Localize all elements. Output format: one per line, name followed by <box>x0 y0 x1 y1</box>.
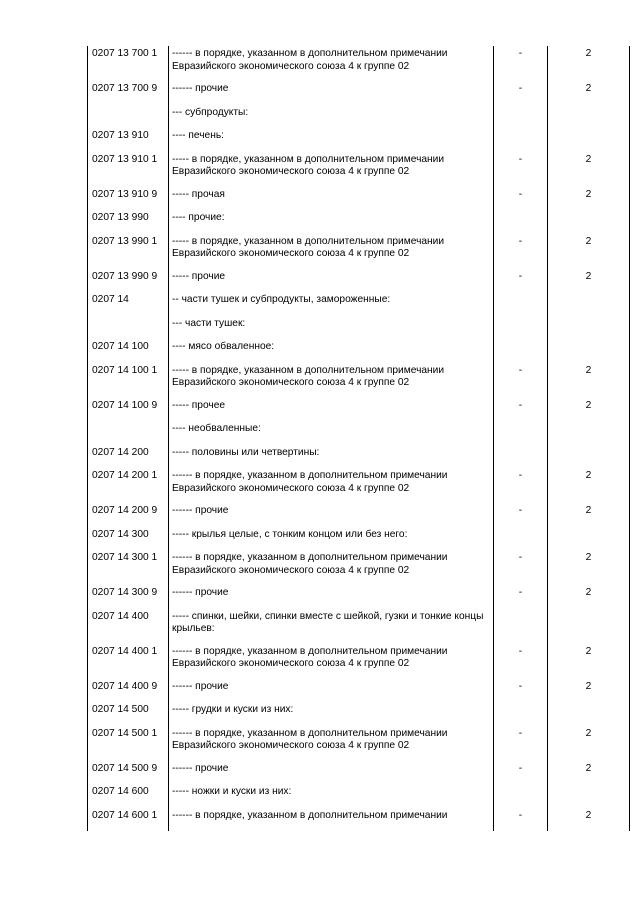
table-row <box>88 421 630 445</box>
duty-rate-cell: 2 <box>548 644 630 679</box>
description-cell: ----- в порядке, указанном в дополнительном примечании Евразийского экономического союза 4 к группе 02 <box>169 152 494 187</box>
duty-rate-cell: 2 <box>548 550 630 585</box>
code-cell <box>88 105 169 129</box>
description-cell: -- части тушек и субпродукты, замороженные: <box>169 292 494 316</box>
table-row <box>88 726 630 761</box>
duty-rate-cell: 2 <box>548 269 630 293</box>
description-cell: ----- спинки, шейки, спинки вместе с шейкой, гузки и тонкие концы крыльев: <box>169 609 494 644</box>
table-row <box>88 105 630 129</box>
code-cell: 0207 14 100 <box>88 339 169 363</box>
table-row <box>88 761 630 785</box>
description-cell: ------ в порядке, указанном в дополнительном примечании Евразийского экономического союза 4 к группе 02 <box>169 550 494 585</box>
description-cell: ------ в порядке, указанном в дополнительном примечании Евразийского экономического союза 4 к группе 02 <box>169 726 494 761</box>
table-row <box>88 679 630 703</box>
duty-rate-cell: 2 <box>548 468 630 503</box>
code-cell: 0207 14 300 <box>88 527 169 551</box>
table-row <box>88 702 630 726</box>
description-cell: ----- крылья целые, с тонким концом или без него: <box>169 527 494 551</box>
unit-cell: - <box>494 550 548 585</box>
unit-cell: - <box>494 234 548 269</box>
description-cell: ----- ножки и куски из них: <box>169 784 494 808</box>
unit-cell: - <box>494 585 548 609</box>
code-cell: 0207 13 910 9 <box>88 187 169 211</box>
code-cell: 0207 13 990 <box>88 210 169 234</box>
table-row <box>88 503 630 527</box>
duty-rate-cell: 2 <box>548 726 630 761</box>
description-cell: ----- половины или четвертины: <box>169 445 494 469</box>
duty-rate-cell <box>548 316 630 340</box>
code-cell: 0207 14 400 <box>88 609 169 644</box>
duty-rate-cell <box>548 784 630 808</box>
duty-rate-cell <box>548 105 630 129</box>
table-row <box>88 550 630 585</box>
description-cell: ----- в порядке, указанном в дополнительном примечании Евразийского экономического союза 4 к группе 02 <box>169 234 494 269</box>
code-cell: 0207 13 990 1 <box>88 234 169 269</box>
duty-rate-cell: 2 <box>548 585 630 609</box>
unit-cell <box>494 128 548 152</box>
unit-cell: - <box>494 363 548 398</box>
table-row <box>88 81 630 105</box>
code-cell: 0207 14 200 1 <box>88 468 169 503</box>
duty-rate-cell <box>548 445 630 469</box>
code-cell: 0207 14 200 9 <box>88 503 169 527</box>
description-cell: ------ прочие <box>169 679 494 703</box>
duty-rate-cell <box>548 292 630 316</box>
unit-cell: - <box>494 468 548 503</box>
unit-cell: - <box>494 187 548 211</box>
tariff-table <box>87 46 630 831</box>
description-cell: ------ в порядке, указанном в дополнительном примечании Евразийского экономического союза 4 к группе 02 <box>169 468 494 503</box>
table-row <box>88 128 630 152</box>
code-cell: 0207 13 700 1 <box>88 46 169 81</box>
code-cell: 0207 14 100 1 <box>88 363 169 398</box>
description-cell: --- субпродукты: <box>169 105 494 129</box>
unit-cell <box>494 210 548 234</box>
description-cell: ----- в порядке, указанном в дополнительном примечании Евразийского экономического союза 4 к группе 02 <box>169 363 494 398</box>
code-cell: 0207 13 700 9 <box>88 81 169 105</box>
code-cell: 0207 14 300 1 <box>88 550 169 585</box>
duty-rate-cell: 2 <box>548 152 630 187</box>
code-cell: 0207 14 <box>88 292 169 316</box>
description-cell: ----- прочая <box>169 187 494 211</box>
table-row <box>88 644 630 679</box>
duty-rate-cell: 2 <box>548 761 630 785</box>
unit-cell: - <box>494 761 548 785</box>
description-cell: ------ прочие <box>169 585 494 609</box>
code-cell: 0207 14 100 9 <box>88 398 169 422</box>
unit-cell: - <box>494 679 548 703</box>
duty-rate-cell: 2 <box>548 363 630 398</box>
description-cell: ------ в порядке, указанном в дополнительном примечании Евразийского экономического союза 4 к группе 02 <box>169 46 494 81</box>
unit-cell <box>494 316 548 340</box>
description-cell: ---- необваленные: <box>169 421 494 445</box>
code-cell: 0207 14 200 <box>88 445 169 469</box>
unit-cell <box>494 702 548 726</box>
duty-rate-cell <box>548 128 630 152</box>
duty-rate-cell: 2 <box>548 187 630 211</box>
code-cell: 0207 14 300 9 <box>88 585 169 609</box>
code-cell: 0207 13 990 9 <box>88 269 169 293</box>
table-row <box>88 398 630 422</box>
duty-rate-cell: 2 <box>548 46 630 81</box>
unit-cell <box>494 784 548 808</box>
duty-rate-cell <box>548 527 630 551</box>
table-row <box>88 269 630 293</box>
unit-cell <box>494 609 548 644</box>
duty-rate-cell: 2 <box>548 81 630 105</box>
unit-cell <box>494 105 548 129</box>
table-row <box>88 784 630 808</box>
tariff-rows <box>88 46 630 831</box>
table-row <box>88 609 630 644</box>
table-row <box>88 187 630 211</box>
unit-cell <box>494 527 548 551</box>
table-row <box>88 316 630 340</box>
table-row <box>88 445 630 469</box>
description-cell: ------ в порядке, указанном в дополнительном примечании <box>169 808 494 832</box>
code-cell: 0207 14 600 <box>88 784 169 808</box>
table-row <box>88 210 630 234</box>
table-row <box>88 808 630 832</box>
table-row <box>88 339 630 363</box>
table-row <box>88 585 630 609</box>
description-cell: ---- мясо обваленное: <box>169 339 494 363</box>
duty-rate-cell <box>548 210 630 234</box>
code-cell: 0207 14 400 9 <box>88 679 169 703</box>
code-cell: 0207 13 910 1 <box>88 152 169 187</box>
description-cell: ------ прочие <box>169 503 494 527</box>
unit-cell: - <box>494 808 548 832</box>
description-cell: ---- прочие: <box>169 210 494 234</box>
description-cell: ----- грудки и куски из них: <box>169 702 494 726</box>
unit-cell: - <box>494 269 548 293</box>
table-row <box>88 292 630 316</box>
table-row <box>88 468 630 503</box>
unit-cell: - <box>494 152 548 187</box>
description-cell: ------ прочие <box>169 81 494 105</box>
table-row <box>88 46 630 81</box>
unit-cell: - <box>494 726 548 761</box>
table-row <box>88 527 630 551</box>
code-cell <box>88 316 169 340</box>
description-cell: ------ в порядке, указанном в дополнительном примечании Евразийского экономического союза 4 к группе 02 <box>169 644 494 679</box>
description-cell: ------ прочие <box>169 761 494 785</box>
unit-cell: - <box>494 398 548 422</box>
duty-rate-cell: 2 <box>548 503 630 527</box>
code-cell: 0207 14 600 1 <box>88 808 169 832</box>
duty-rate-cell: 2 <box>548 679 630 703</box>
description-cell: --- части тушек: <box>169 316 494 340</box>
duty-rate-cell: 2 <box>548 398 630 422</box>
code-cell: 0207 14 400 1 <box>88 644 169 679</box>
duty-rate-cell: 2 <box>548 234 630 269</box>
unit-cell <box>494 445 548 469</box>
table-row <box>88 363 630 398</box>
table-row <box>88 152 630 187</box>
unit-cell <box>494 339 548 363</box>
duty-rate-cell <box>548 609 630 644</box>
unit-cell <box>494 292 548 316</box>
duty-rate-cell <box>548 339 630 363</box>
code-cell: 0207 14 500 9 <box>88 761 169 785</box>
unit-cell: - <box>494 46 548 81</box>
duty-rate-cell: 2 <box>548 808 630 832</box>
description-cell: ----- прочие <box>169 269 494 293</box>
description-cell: ---- печень: <box>169 128 494 152</box>
unit-cell: - <box>494 503 548 527</box>
code-cell: 0207 14 500 <box>88 702 169 726</box>
unit-cell <box>494 421 548 445</box>
code-cell: 0207 13 910 <box>88 128 169 152</box>
duty-rate-cell <box>548 421 630 445</box>
description-cell: ----- прочее <box>169 398 494 422</box>
duty-rate-cell <box>548 702 630 726</box>
table-row <box>88 234 630 269</box>
unit-cell: - <box>494 644 548 679</box>
code-cell: 0207 14 500 1 <box>88 726 169 761</box>
code-cell <box>88 421 169 445</box>
unit-cell: - <box>494 81 548 105</box>
